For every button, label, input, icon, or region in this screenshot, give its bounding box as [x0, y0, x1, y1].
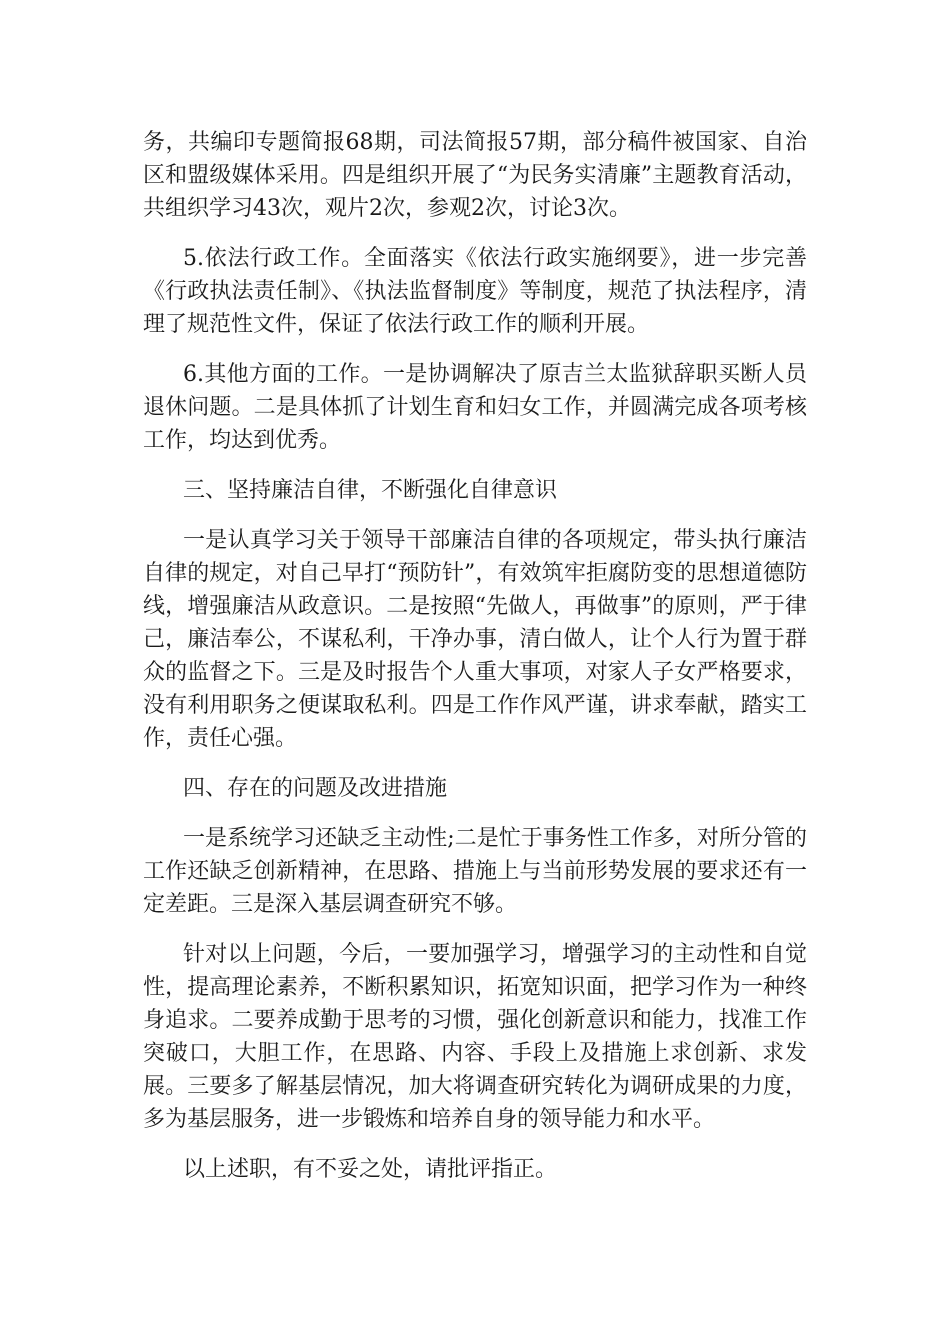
paragraph-improvements: 针对以上问题，今后，一要加强学习，增强学习的主动性和自觉性，提高理论素养，不断积累知识，拓宽知识面，把学习作为一种终身追求。二要养成勤于思考的习惯，强化创新意识和能力，找准工作突破口，大胆工作，在思路、内容、手段上及措施上求创新、求发展。三要多了解基层情况，加大将调查研究转化为调研成果的力度，多为基层服务，进一步锻炼和培养自身的领导能力和水平。	[143, 942, 807, 1132]
paragraph-continuation: 务，共编印专题简报68期，司法简报57期，部分稿件被国家、自治区和盟级媒体采用。四是组织开展了“为民务实清廉”主题教育活动，共组织学习43次，观片2次，参观2次，讨论3次。	[143, 130, 807, 221]
section-heading-integrity: 三、坚持廉洁自律，不断强化自律意识	[183, 478, 558, 503]
section-heading-problems: 四、存在的问题及改进措施	[183, 776, 448, 801]
paragraph-other-work: 6.其他方面的工作。一是协调解决了原吉兰太监狱辞职买断人员退休问题。二是具体抓了计划生育和妇女工作，并圆满完成各项考核工作，均达到优秀。	[143, 362, 807, 453]
paragraph-closing: 以上述职，有不妥之处，请批评指正。	[183, 1157, 558, 1182]
document-body	[143, 126, 807, 1203]
paragraph-administration-by-law: 5.依法行政工作。全面落实《依法行政实施纲要》，进一步完善《行政执法责任制》、《执法监督制度》等制度，规范了执法程序，清理了规范性文件，保证了依法行政工作的顺利开展。	[143, 246, 807, 337]
paragraph-integrity: 一是认真学习关于领导干部廉洁自律的各项规定，带头执行廉洁自律的规定，对自己早打“预防针”，有效筑牢拒腐防变的思想道德防线，增强廉洁从政意识。二是按照“先做人，再做事”的原则，严于律己，廉洁奉公，不谋私利，干净办事，清白做人，让个人行为置于群众的监督之下。三是及时报告个人重大事项，对家人子女严格要求，没有利用职务之便谋取私利。四是工作作风严谨，讲求奉献，踏实工作，责任心强。	[143, 528, 807, 751]
paragraph-problems: 一是系统学习还缺乏主动性;二是忙于事务性工作多，对所分管的工作还缺乏创新精神，在思路、措施上与当前形势发展的要求还有一定差距。三是深入基层调查研究不够。	[143, 826, 807, 917]
